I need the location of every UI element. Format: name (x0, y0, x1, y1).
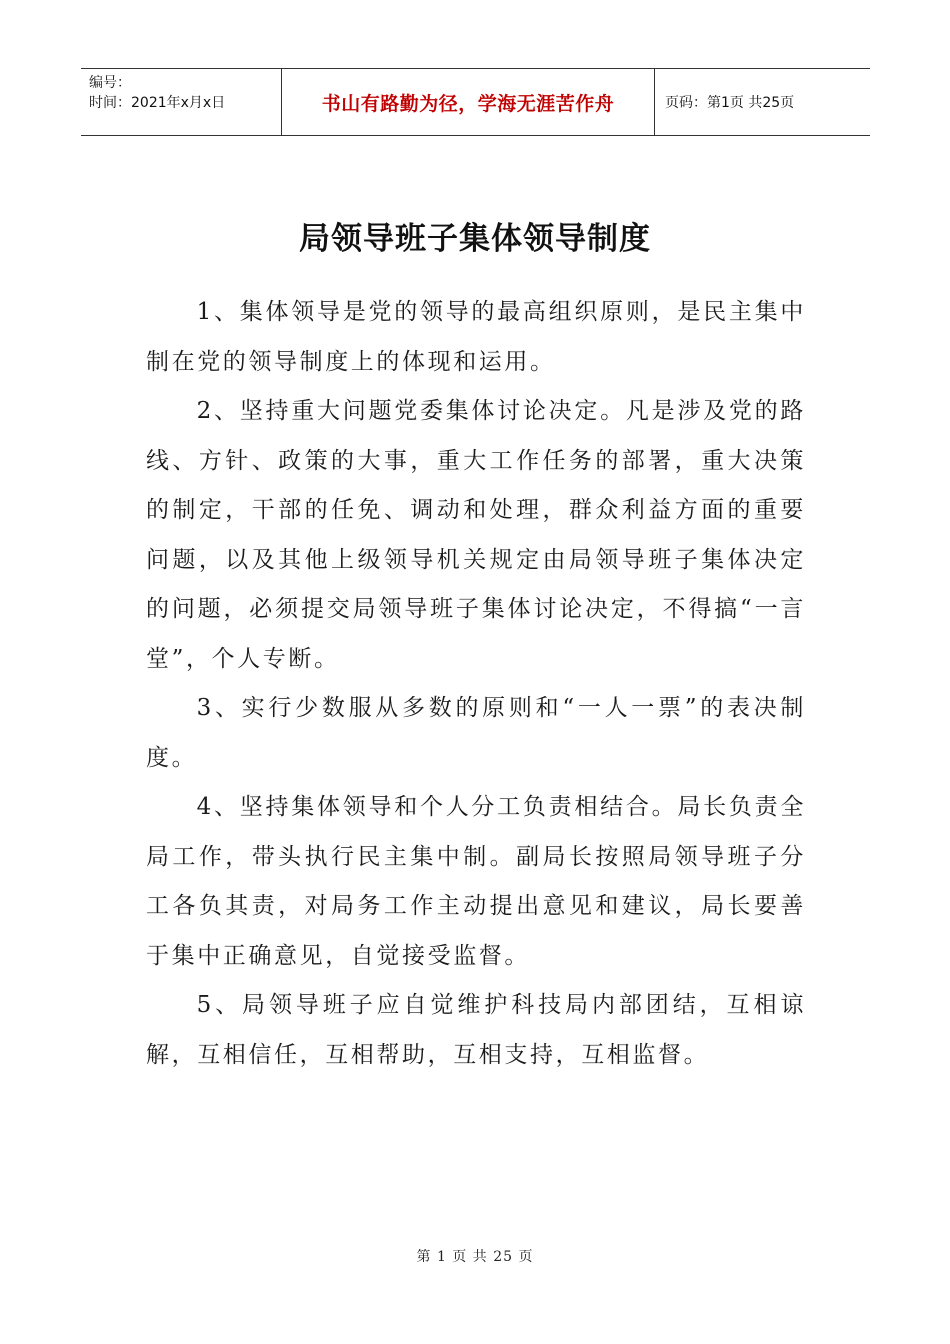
header-motto-cell (282, 69, 655, 135)
motto-text: 书山有路勤为径，学海无涯苦作舟 (321, 92, 615, 115)
paragraph-4: 4、坚持集体领导和个人分工负责相结合。局长负责全局工作，带头执行民主集中制。副局长按照局领导班子分工各负其责，对局务工作主动提出意见和建议，局长要善于集中正确意见，自觉接受监督。 (146, 794, 806, 969)
header-page-info: 页码：第1页 共25页 (665, 95, 795, 111)
paragraph-3: 3、实行少数服从多数的原则和“一人一票”的表决制度。 (146, 695, 806, 771)
header-meta-cell (81, 69, 282, 135)
document-body (146, 288, 806, 1080)
document-number-label: 编号： (89, 75, 131, 91)
document-time-label: 时间：2021年x月x日 (89, 95, 226, 111)
document-title: 局领导班子集体领导制度 (299, 221, 651, 257)
paragraph-2: 2、坚持重大问题党委集体讨论决定。凡是涉及党的路线、方针、政策的大事，重大工作任务的部署，重大决策的制定，干部的任免、调动和处理，群众利益方面的重要问题，以及其他上级领导机关规定由局领导班子集体决定的问题，必须提交局领导班子集体讨论决定，不得搞“一言堂”，个人专断。 (146, 398, 806, 672)
page-footer: 第 1 页 共 25 页 (416, 1249, 534, 1265)
header-table (81, 68, 870, 136)
header-page-cell (655, 69, 870, 135)
paragraph-5: 5、局领导班子应自觉维护科技局内部团结，互相谅解，互相信任，互相帮助，互相支持，互相监督。 (146, 992, 806, 1068)
paragraph-1: 1、集体领导是党的领导的最高组织原则，是民主集中制在党的领导制度上的体现和运用。 (146, 299, 806, 375)
